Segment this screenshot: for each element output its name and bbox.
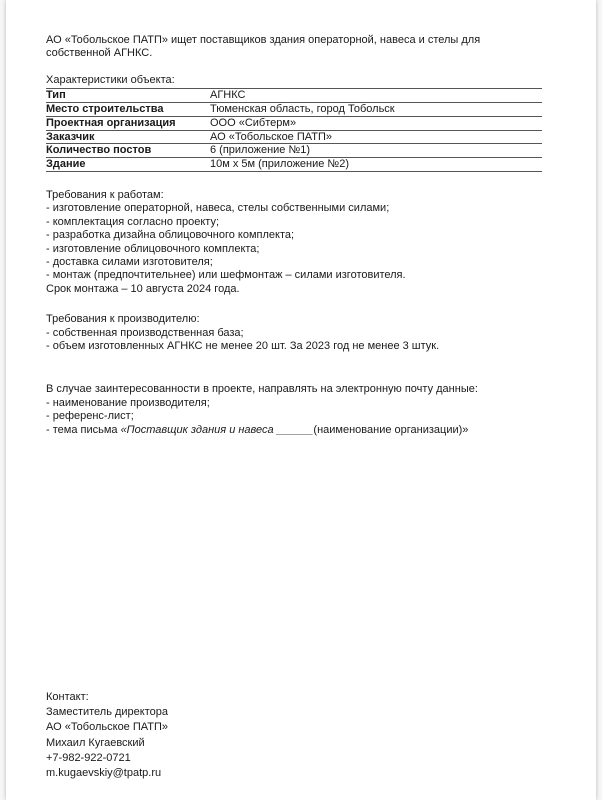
work-title: Требования к работам: — [46, 189, 164, 201]
manufacturer-title: Требования к производителю: — [46, 313, 200, 326]
contact-block — [46, 690, 168, 781]
document-body — [46, 34, 546, 437]
contact-position: Заместитель директора — [46, 706, 168, 719]
spec-value: АГНКС — [210, 89, 542, 103]
spec-key: Количество постов — [46, 144, 210, 158]
spec-key: Проектная организация — [46, 116, 210, 130]
table-row — [46, 144, 542, 158]
list-item: - наименование производителя; — [46, 396, 210, 409]
document-page — [6, 0, 596, 800]
list-item: - собственная производственная база; — [46, 326, 244, 339]
interest-title: В случае заинтересованности в проекте, направлять на электронную почту данные: — [46, 383, 478, 396]
spec-title: Характеристики объекта: — [46, 73, 175, 86]
email-subject-line — [46, 424, 546, 437]
spec-value: 10м х 5м (приложение №2) — [210, 158, 542, 172]
spec-key: Здание — [46, 158, 210, 172]
spec-value: 6 (приложение №1) — [210, 144, 542, 158]
list-item: - комплектация согласно проекту; — [46, 215, 220, 228]
list-item: - разработка дизайна облицовочного комплекта; — [46, 229, 295, 242]
list-item: - изготовление операторной, навеса, стелы собственными силами; — [46, 202, 390, 215]
contact-company: АО «Тобольское ПАТП» — [46, 721, 168, 734]
spec-key: Место строительства — [46, 103, 210, 117]
contact-phone: +7-982-922-0721 — [46, 751, 131, 764]
spec-key: Тип — [46, 89, 210, 103]
contact-email: m.kugaevskiy@tpatp.ru — [46, 767, 162, 780]
subject-italic: «Поставщик здания и навеса ______ — [120, 423, 314, 436]
list-item: - монтаж (предпочтительнее) или шефмонтаж – силами изготовителя. — [46, 269, 406, 282]
spec-value: ООО «Сибтерм» — [210, 116, 542, 130]
manufacturer-requirements — [46, 313, 546, 353]
work-requirements — [46, 189, 546, 296]
contact-title: Контакт: — [46, 691, 89, 703]
subject-suffix: (наименование организации)» — [313, 423, 469, 436]
list-item: - референс-лист; — [46, 410, 134, 423]
list-item: - изготовление облицовочного комплекта; — [46, 242, 260, 255]
table-row — [46, 89, 542, 103]
spec-table — [46, 88, 542, 172]
deadline-text: Срок монтажа – 10 августа 2024 года. — [46, 282, 240, 295]
list-item: - доставка силами изготовителя; — [46, 256, 213, 269]
table-row — [46, 116, 542, 130]
subject-prefix: - тема письма — [46, 423, 121, 436]
spec-value: АО «Тобольское ПАТП» — [210, 130, 542, 144]
table-row — [46, 158, 542, 172]
spec-value: Тюменская область, город Тобольск — [210, 103, 542, 117]
table-row — [46, 130, 542, 144]
spec-key: Заказчик — [46, 130, 210, 144]
interest-section — [46, 383, 546, 437]
contact-name: Михаил Кугаевский — [46, 736, 145, 749]
table-row — [46, 103, 542, 117]
list-item: - объем изготовленных АГНКС не менее 20 шт. За 2023 год не менее 3 штук. — [46, 340, 440, 353]
intro-paragraph: АО «Тобольское ПАТП» ищет поставщиков здания операторной, навеса и стелы для собственной АГНКС. — [46, 34, 481, 60]
